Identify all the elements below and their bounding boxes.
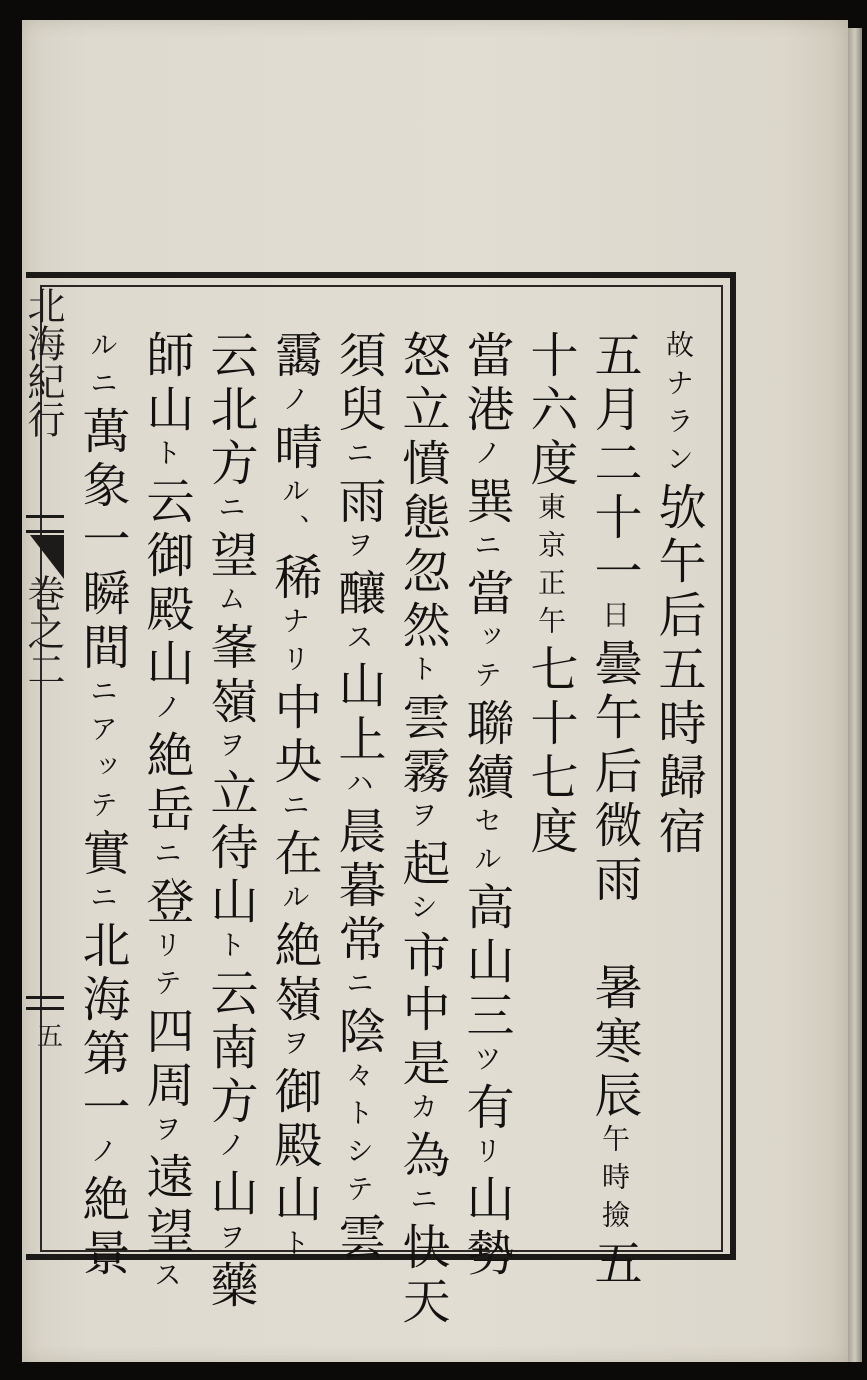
main-glyphs: 絶嶺 — [266, 920, 322, 1028]
main-glyphs: 須臾 — [330, 330, 386, 438]
page-number: 五 — [36, 1022, 63, 1052]
main-glyphs: 在 — [266, 828, 322, 882]
main-glyphs: 欤午后五時歸宿 — [650, 482, 706, 860]
kana-annotation: ニ — [406, 1184, 439, 1222]
fold-margin-fishtail — [30, 535, 64, 579]
main-glyphs: 藥 — [202, 1260, 258, 1314]
kana-annotation: ツ — [470, 1044, 503, 1082]
kana-annotation: ム — [214, 584, 247, 622]
main-glyphs: 為 — [394, 1130, 450, 1184]
kana-annotation: ニ — [470, 530, 503, 568]
kana-annotation: ト — [278, 1228, 311, 1266]
main-glyphs: 七十七度 — [522, 644, 578, 860]
main-glyphs: 云北方 — [202, 330, 258, 492]
main-glyphs: 曇午后微雨 暑寒辰 — [586, 638, 642, 1124]
main-glyphs: 萬象一瞬間 — [74, 406, 130, 676]
main-glyphs: 快天 — [394, 1222, 450, 1330]
main-glyphs: 師山 — [138, 330, 194, 438]
next-leaf-edge — [848, 28, 862, 1362]
kana-annotation: リテ — [150, 930, 183, 1006]
main-glyphs: 山上 — [330, 660, 386, 768]
text-column — [198, 330, 262, 1314]
main-glyphs: 雨 — [330, 476, 386, 530]
main-glyphs: 五 — [586, 1238, 642, 1292]
text-column — [582, 330, 646, 1292]
kana-annotation: ニ — [278, 790, 311, 828]
main-glyphs: 怒立憤態忽然 — [394, 330, 450, 654]
kana-annotation: ヲ — [342, 530, 375, 568]
kana-annotation: 日 — [598, 600, 631, 638]
kana-annotation: ノ — [214, 1130, 247, 1168]
kana-annotation: ヲ — [406, 800, 439, 838]
kana-annotation: ヲ — [150, 1114, 183, 1152]
kana-annotation: 故ナラン — [662, 330, 695, 482]
kana-annotation: セル — [470, 806, 503, 882]
fold-margin-volume: 巻之二 — [21, 574, 65, 688]
main-glyphs: 御殿山 — [266, 1066, 322, 1228]
main-glyphs: 望 — [202, 530, 258, 584]
main-glyphs: 巽 — [458, 476, 514, 530]
kana-annotation: ル、 — [278, 476, 311, 552]
main-glyphs: 起 — [394, 838, 450, 892]
kana-annotation: ニ — [86, 882, 119, 920]
kana-annotation: ノ — [150, 692, 183, 730]
main-glyphs: 遠望 — [138, 1152, 194, 1260]
main-glyphs: 陰 — [330, 1006, 386, 1060]
main-glyphs: 實 — [74, 828, 130, 882]
kana-annotation: ス — [342, 622, 375, 660]
kana-annotation: ト — [150, 438, 183, 476]
kana-annotation: ノ — [86, 1136, 119, 1174]
kana-annotation: ニ — [342, 438, 375, 476]
kana-annotation: ヲ — [214, 1222, 247, 1260]
main-glyphs: 釀 — [330, 568, 386, 622]
text-column — [390, 330, 454, 1330]
kana-annotation: ノ — [278, 384, 311, 422]
kana-annotation: ト — [342, 1098, 375, 1136]
kana-annotation: ッテ — [470, 622, 503, 698]
fold-margin-title: 北海紀行 — [21, 286, 65, 438]
main-glyphs: 有 — [458, 1082, 514, 1136]
fold-margin-rule-lower — [26, 996, 64, 1010]
kana-annotation: ノ — [470, 438, 503, 476]
kana-annotation: ト — [406, 654, 439, 692]
text-column — [262, 330, 326, 1266]
main-glyphs: 靄 — [266, 330, 322, 384]
main-glyphs: 絶景 — [74, 1174, 130, 1282]
kana-annotation: ニ — [150, 838, 183, 876]
kana-annotation: ト — [214, 930, 247, 968]
main-glyphs: 聯續 — [458, 698, 514, 806]
kana-annotation: ル — [278, 882, 311, 920]
main-glyphs: 立待山 — [202, 768, 258, 930]
text-column — [454, 330, 518, 1282]
main-glyphs: 山勢 — [458, 1174, 514, 1282]
main-glyphs: 四周 — [138, 1006, 194, 1114]
text-column — [326, 330, 390, 1266]
text-column — [70, 330, 134, 1282]
main-glyphs: 高山三 — [458, 882, 514, 1044]
kana-annotation: アッテ — [86, 714, 119, 828]
main-glyphs: 當港 — [458, 330, 514, 438]
main-glyphs: 稀 — [266, 552, 322, 606]
main-glyphs: 雲霧 — [394, 692, 450, 800]
kana-annotation: ハ — [342, 768, 375, 806]
text-column — [134, 330, 198, 1298]
main-glyphs: 當 — [458, 568, 514, 622]
main-glyphs: 晴 — [266, 422, 322, 476]
main-glyphs: 絶岳 — [138, 730, 194, 838]
kana-annotation: ニ — [214, 492, 247, 530]
main-glyphs: 登 — [138, 876, 194, 930]
kana-annotation: 午時撿 — [598, 1124, 631, 1238]
main-text — [70, 330, 710, 1330]
main-glyphs: 五月二十一 — [586, 330, 642, 600]
kana-annotation: ヲ — [214, 730, 247, 768]
main-glyphs: 北海第一 — [74, 920, 130, 1136]
main-glyphs: 雲 — [330, 1212, 386, 1266]
kana-annotation: リ — [470, 1136, 503, 1174]
main-glyphs: 山 — [202, 1168, 258, 1222]
main-glyphs: 晨暮常 — [330, 806, 386, 968]
main-glyphs: 峯嶺 — [202, 622, 258, 730]
main-glyphs: 中央 — [266, 682, 322, 790]
kana-annotation: カ — [406, 1092, 439, 1130]
kana-annotation: ス — [150, 1260, 183, 1298]
kana-annotation: ナリ — [278, 606, 311, 682]
kana-annotation: シ — [406, 892, 439, 930]
kana-annotation: ルニ — [86, 330, 119, 406]
kana-annotation: 々 — [342, 1060, 375, 1098]
main-glyphs: 市中是 — [394, 930, 450, 1092]
text-column — [518, 330, 582, 1250]
kana-annotation: シテ — [342, 1136, 375, 1212]
text-column — [646, 330, 710, 1250]
kana-annotation: ニ — [86, 676, 119, 714]
kana-annotation: ヲ — [278, 1028, 311, 1066]
kana-annotation: 東京正午 — [534, 492, 567, 644]
main-glyphs: 云南方 — [202, 968, 258, 1130]
kana-annotation: ニ — [342, 968, 375, 1006]
fold-margin-rule — [26, 515, 64, 533]
main-glyphs: 十六度 — [522, 330, 578, 492]
main-glyphs: 云御殿山 — [138, 476, 194, 692]
